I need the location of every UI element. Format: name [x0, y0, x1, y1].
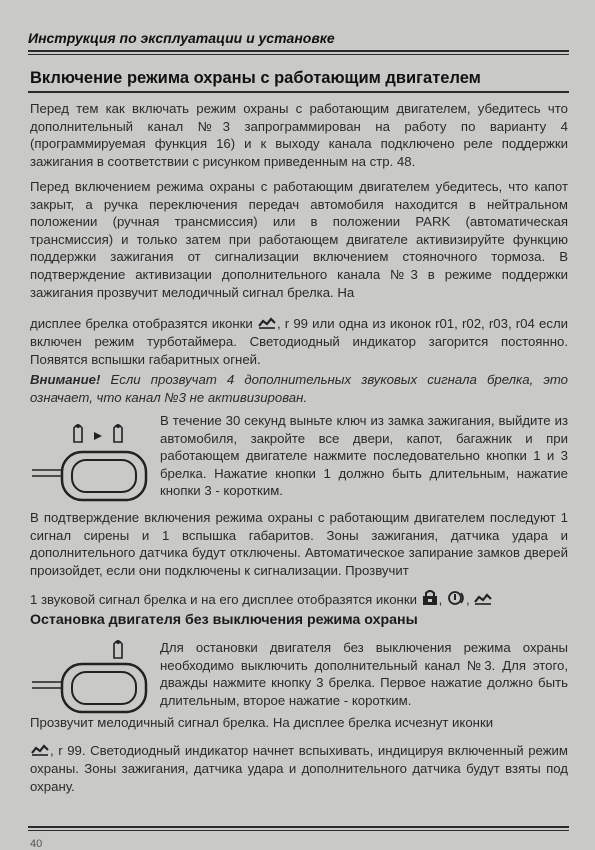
armed-icons-text: 1 звуковой сигнал брелка и на его дисплее отобразятся иконки	[30, 591, 417, 607]
footer-rule-bottom	[28, 830, 569, 831]
header-rule-top	[28, 50, 569, 52]
paragraph-armed-icons: 1 звуковой сигнал брелка и на его дисплее отобразятся иконки , ,	[30, 590, 568, 611]
header-rule-bottom	[28, 54, 569, 55]
warning-note	[30, 371, 568, 406]
running-header: Инструкция по эксплуатации и установке	[28, 30, 335, 46]
page-number: 40	[30, 838, 43, 850]
footer-rule-top	[28, 826, 569, 828]
paragraph-guard-mode	[30, 742, 568, 796]
engine-running-icon	[257, 316, 277, 334]
warning-text: Если прозвучат 4 дополнительных звуковых сигнала брелка, это означает, что канал №3 не активизирован.	[30, 372, 568, 405]
engine-running-icon-3	[30, 743, 50, 761]
keyfob-icon-2	[32, 664, 146, 712]
guard-mode-text: , r 99. Светодиодный индикатор начнет вспыхивать, индицируя включенный режим охраны. Зоны зажигания, датчика удара и дополнительного датчика будут взяты под охрану.	[30, 743, 568, 794]
paragraph-arming-steps: В течение 30 секунд выньте ключ из замка зажигания, выйдите из автомобиля, закройте все двери, капот, багажник и при работающем двигателе нажмите последовательно кнопки 1 и 3 брелка. Нажатие кнопки 1 должно быть длительным, нажатие кнопки 3 - коротким.	[160, 413, 568, 499]
paragraph-display-icons	[30, 315, 568, 369]
section-title: Включение режима охраны с работающим двигателем	[30, 69, 481, 87]
engine-running-icon-2	[473, 592, 493, 610]
keyfob-icon	[32, 452, 146, 500]
keyfob-figure-buttons-1-3	[28, 418, 156, 509]
paragraph-stop-engine: Для остановки двигателя без выключения режима охраны необходимо выключить дополнительный канал №3. Для этого, дважды нажмите кнопку 3 брелка. Первое нажатие должно быть длительным, второе нажатие - коротким.	[160, 640, 568, 708]
hand-press-icon-2	[114, 640, 122, 658]
display-icons-text-b: , r 99 или одна из иконок r01, r02, r03, r04 если включен режим турботаймера. Светодиодный индикатор загорится постоянно. Появятся вспышки габаритных огней.	[30, 316, 569, 367]
lock-icon	[421, 590, 439, 611]
keyfob-figure-button-3	[28, 636, 156, 721]
hand-press-icon	[74, 424, 122, 442]
paragraph-prerequisites: Перед тем как включать режим охраны с работающим двигателем, убедитесь что дополнительный канал №3 запрограммирован на работу по варианту 4 (программируемая функция 16) и к выходу канала подключено реле поддержки зажигания в соответствии с рисунком приведенным на стр. 48.	[30, 101, 568, 169]
paragraph-preparation: Перед включением режима охраны с работающим двигателем убедитесь, что капот закрыт, а ручка переключения передач автомобиля находится в нейтральном положении (ручная трансмиссия) или в положении PARK (автоматическая трансмиссия) и только затем при работающем двигателе активизируйте функцию поддержки зажигания от сигнализации включением стояночного тормоза. В подтверждение активизации дополнительного канала №3 в режиме поддержки зажигания прозвучит мелодичный сигнал брелка. На	[30, 179, 568, 300]
shock-sensor-icon	[446, 590, 466, 611]
warning-label: Внимание!	[30, 372, 101, 387]
title-underline	[28, 91, 569, 93]
paragraph-stop-confirmation: Прозвучит мелодичный сигнал брелка. На дисплее брелка исчезнут иконки	[30, 715, 494, 730]
paragraph-arming-confirmation: В подтверждение включения режима охраны с работающим двигателем последуют 1 сигнал сирены и 1 вспышка габаритов. Зоны зажигания, датчика удара и дополнительного датчика будут отключены. Автоматическое запирание замков дверей произойдет, если они подключены к сигнализации. Прозвучит	[30, 510, 568, 578]
display-icons-text-a: дисплее брелка отобразятся иконки	[30, 316, 253, 331]
subsection-title: Остановка двигателя без выключения режима охраны	[30, 612, 418, 628]
